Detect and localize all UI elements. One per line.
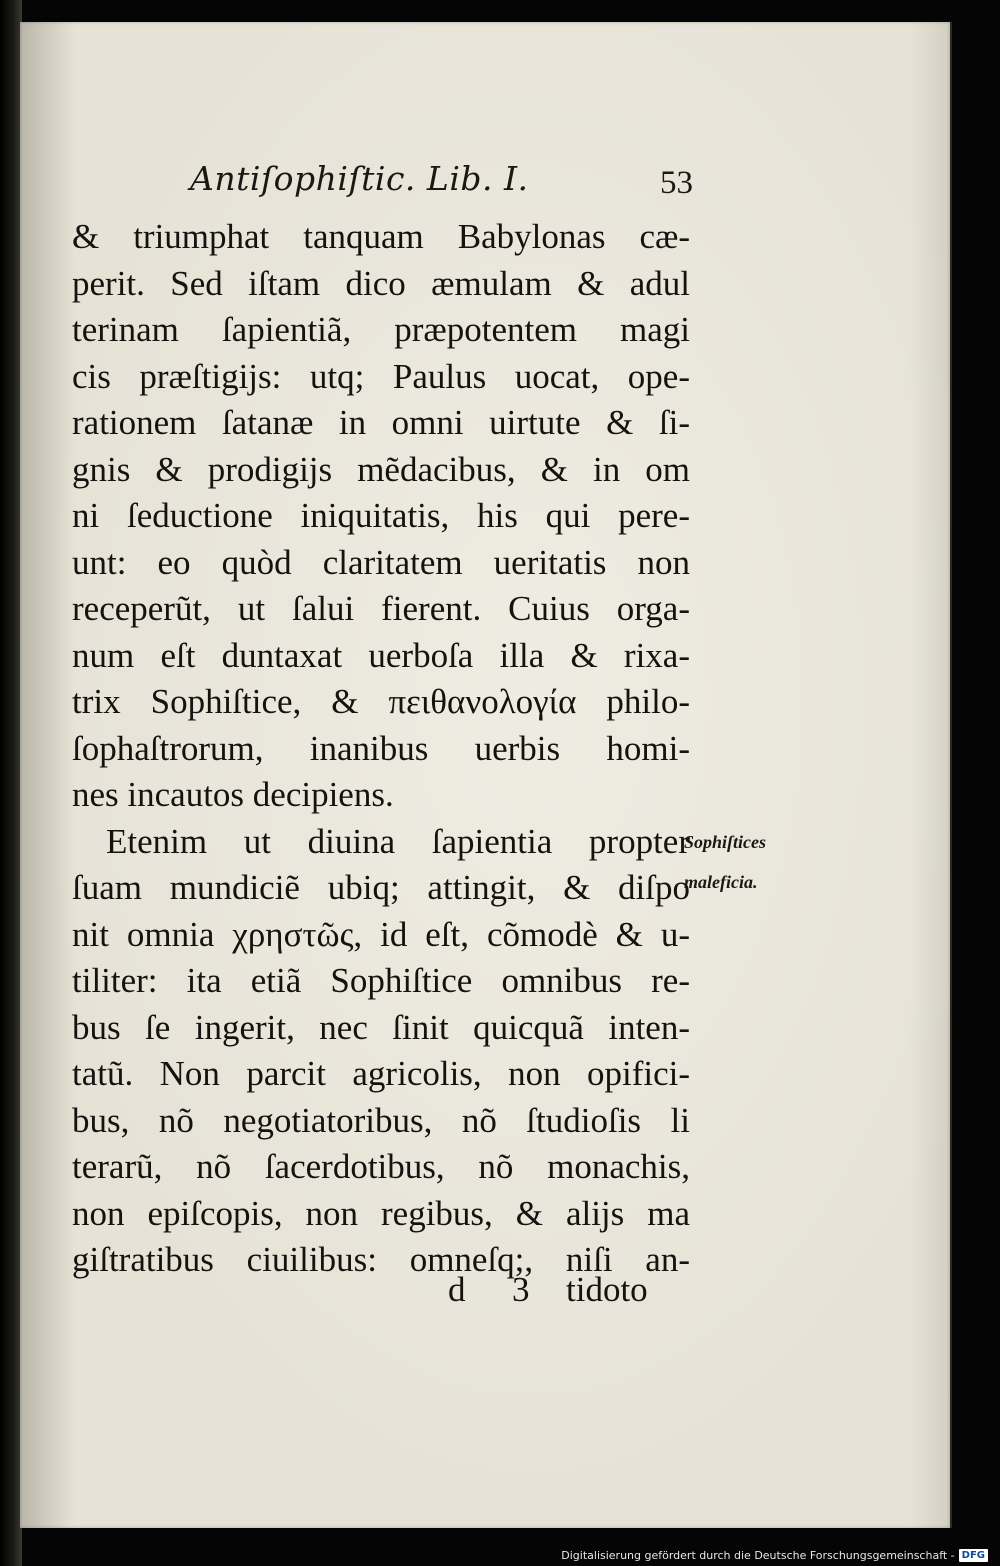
marginal-note: [684, 822, 824, 902]
signature-mark: d: [448, 1270, 466, 1309]
text-line: receperũt, ut ſalui fierent. Cuius orga-: [72, 589, 690, 628]
text-line: terarũ, nõ ſacerdotibus, nõ monachis,: [72, 1147, 690, 1186]
text-line: & triumphat tanquam Babylonas cæ-: [72, 217, 690, 256]
running-head-title: Antiſophiſtic. Lib. I.: [190, 159, 529, 198]
text-line: gnis & prodigijs mẽdacibus, & in om: [72, 449, 690, 489]
text-line: non epiſcopis, non regibus, & alijs ma: [72, 1193, 690, 1233]
text-line: trix Sophiſtice, & πειθανολογία philo-: [72, 682, 690, 721]
text-line: ni ſeductione iniquitatis, his qui pere-: [72, 496, 690, 535]
running-head: [190, 159, 700, 207]
text-line: perit. Sed iſtam dico æmulam & adul: [72, 263, 690, 303]
text-line: giſtratibus ciuilibus: omneſq;, niſi an-: [72, 1240, 690, 1279]
text-line: tatũ. Non parcit agricolis, non opifici-: [72, 1054, 690, 1093]
signature-number: 3: [512, 1270, 530, 1309]
dfg-logo: DFG: [959, 1549, 988, 1562]
text-line: rationem ſatanæ in omni uirtute & ſi-: [72, 403, 690, 442]
text-line: nes incautos decipiens.: [72, 775, 394, 814]
text-line: nit omnia χρηστῶς, id eſt, cõmodè & u-: [72, 914, 690, 954]
credit-text: Digitalisierung gefördert durch die Deutsche Forschungsgemeinschaft -: [561, 1549, 955, 1562]
text-line: cis præſtigijs: utq; Paulus uocat, ope-: [72, 356, 690, 396]
page-number: 53: [660, 165, 693, 201]
marginal-note-line: maleficia.: [684, 872, 758, 892]
paragraph-start-line: Etenim ut diuina ſapientia propter: [106, 821, 690, 861]
text-line: ſuam mundiciẽ ubiq; attingit, & diſpo: [72, 868, 690, 907]
book-gutter-edge: [0, 0, 22, 1566]
text-line: unt: eo quòd claritatem ueritatis non: [72, 542, 690, 582]
text-line: num eſt duntaxat uerboſa illa & rixa-: [72, 635, 690, 675]
digitization-credit: [561, 1549, 988, 1562]
text-line: bus, nõ negotiatoribus, nõ ſtudioſis li: [72, 1100, 690, 1140]
catchword: tidoto: [566, 1270, 648, 1309]
main-text-block: [72, 214, 690, 1284]
text-line: tiliter: ita etiã Sophiſtice omnibus re-: [72, 961, 690, 1000]
text-line: terinam ſapientiã, præpotentem magi: [72, 310, 690, 349]
marginal-note-line: Sophiſtices: [684, 832, 767, 852]
book-page: [20, 22, 952, 1528]
text-line: bus ſe ingerit, nec ſinit quicquã inten-: [72, 1007, 690, 1047]
text-line: ſophaſtrorum, inanibus uerbis homi-: [72, 728, 690, 768]
